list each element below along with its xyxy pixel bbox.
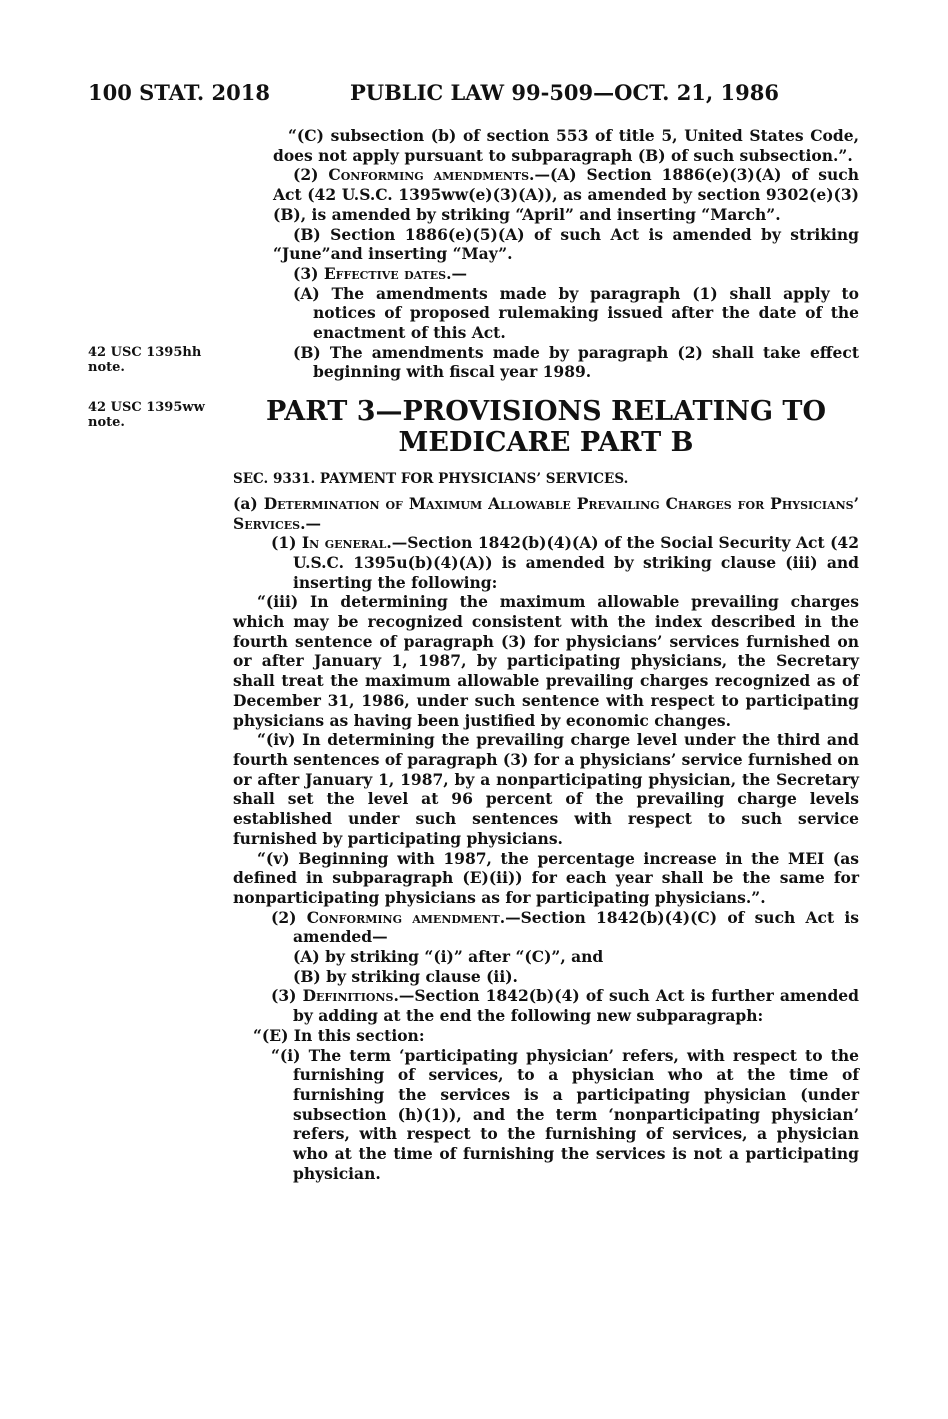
page-header <box>88 80 868 114</box>
margin-note-1395hh: 42 USC 1395hh note. <box>88 345 202 375</box>
statute-body <box>233 126 859 1183</box>
heading-conforming-amendments: Conforming amendments. <box>328 165 535 185</box>
paragraph-a2: (2) Conforming amendment.—Section 1842(b)(4)(C) of such Act is amended— <box>271 907 859 947</box>
paragraph-effective-a: (A) The amendments made by paragraph (1) shall apply to notices of proposed rulemaking issued after the date of the enactment of this Act. <box>293 283 859 343</box>
heading-definitions: Definitions. <box>302 986 399 1006</box>
quoted-clause-e-i: “(i) The term ‘participating physician’ refers, with respect to the furnishing of services, to a physician who at the time of furnishing the services is a participating physician (under subsection (h)(1)), and the term ‘nonparticipating physician’ refers, with respect to the furnishing of services, a physician who at the time of furnishing the services is not a participating physician. <box>271 1045 859 1183</box>
paragraph-a1: (1) In general.—Section 1842(b)(4)(A) of the Social Security Act (42 U.S.C. 1395u(b)(4)(A)) is amended by striking clause (iii) and inserting the following: <box>271 533 859 592</box>
quoted-clause-iii: “(iii) In determining the maximum allowable prevailing charges which may be recognized consistent with the index described in the fourth sentence of paragraph (3) for physicians’ services furnished on or after January 1, 1987, by participating physicians, the Secretary shall treat the maximum allowable prevailing charges recognized as of December 31, 1986, under such sentence with respect to participating physicians as having been justified by economic changes. <box>233 592 859 730</box>
paragraph-effective-dates: (3) Effective dates.— <box>293 263 467 283</box>
quoted-clause-v: “(v) Beginning with 1987, the percentage increase in the MEI (as defined in subparagraph (E)(ii)) for each year shall be the same for nonparticipating physicians as for participating physicians.”. <box>233 848 859 907</box>
paragraph-c: “(C) subsection (b) of section 553 of title 5, United States Code, does not apply pursuant to subparagraph (B) of such subsection.”. <box>273 126 859 165</box>
heading-conforming-amendment: Conforming amendment. <box>306 907 506 927</box>
heading-effective-dates: Effective dates. <box>323 263 452 283</box>
stat-page-number: 100 STAT. 2018 <box>88 80 270 105</box>
quoted-subparagraph-e: “(E) In this section: <box>253 1025 425 1045</box>
paragraph-a2-b: (B) by striking clause (ii). <box>293 966 518 986</box>
heading-in-general: In general. <box>301 533 392 553</box>
quoted-clause-iv: “(iv) In determining the prevailing charge level under the third and fourth sentences of paragraph (3) for a physicians’ service furnished on or after January 1, 1987, by a nonparticipating physician, the Secretary shall set the level at 96 percent of the prevailing charge levels established under such sentences with respect to such service furnished by participating physicians. <box>233 730 859 848</box>
paragraph-conforming-amendments: (2) Conforming amendments.—(A) Section 1886(e)(3)(A) of such Act (42 U.S.C. 1395ww(e)(3)(A)), as amended by section 9302(e)(3)(B), is amended by striking “April” and inserting “March”. <box>273 165 860 224</box>
margin-note-1395ww: 42 USC 1395ww note. <box>88 400 205 430</box>
law-citation: PUBLIC LAW 99-509—OCT. 21, 1986 <box>350 80 779 105</box>
paragraph-a3: (3) Definitions.—Section 1842(b)(4) of such Act is further amended by adding at the end the following new subparagraph: <box>271 986 859 1026</box>
section-title: SEC. 9331. PAYMENT FOR PHYSICIANS’ SERVICES. <box>233 471 629 488</box>
heading-subsection-a: Determination of Maximum Allowable Prevailing Charges for Physicians’ Services. <box>233 493 860 533</box>
subsection-a: (a) Determination of Maximum Allowable Prevailing Charges for Physicians’ Services.— <box>233 493 860 533</box>
part-title: PART 3—PROVISIONS RELATING TO MEDICARE PART B <box>265 396 827 459</box>
paragraph-b-1886: (B) Section 1886(e)(5)(A) of such Act is amended by striking “June”and inserting “May”. <box>273 224 859 264</box>
paragraph-effective-b: (B) The amendments made by paragraph (2) shall take effect beginning with fiscal year 1989. <box>293 342 859 382</box>
paragraph-a2-a: (A) by striking “(i)” after “(C)”, and <box>293 947 604 967</box>
